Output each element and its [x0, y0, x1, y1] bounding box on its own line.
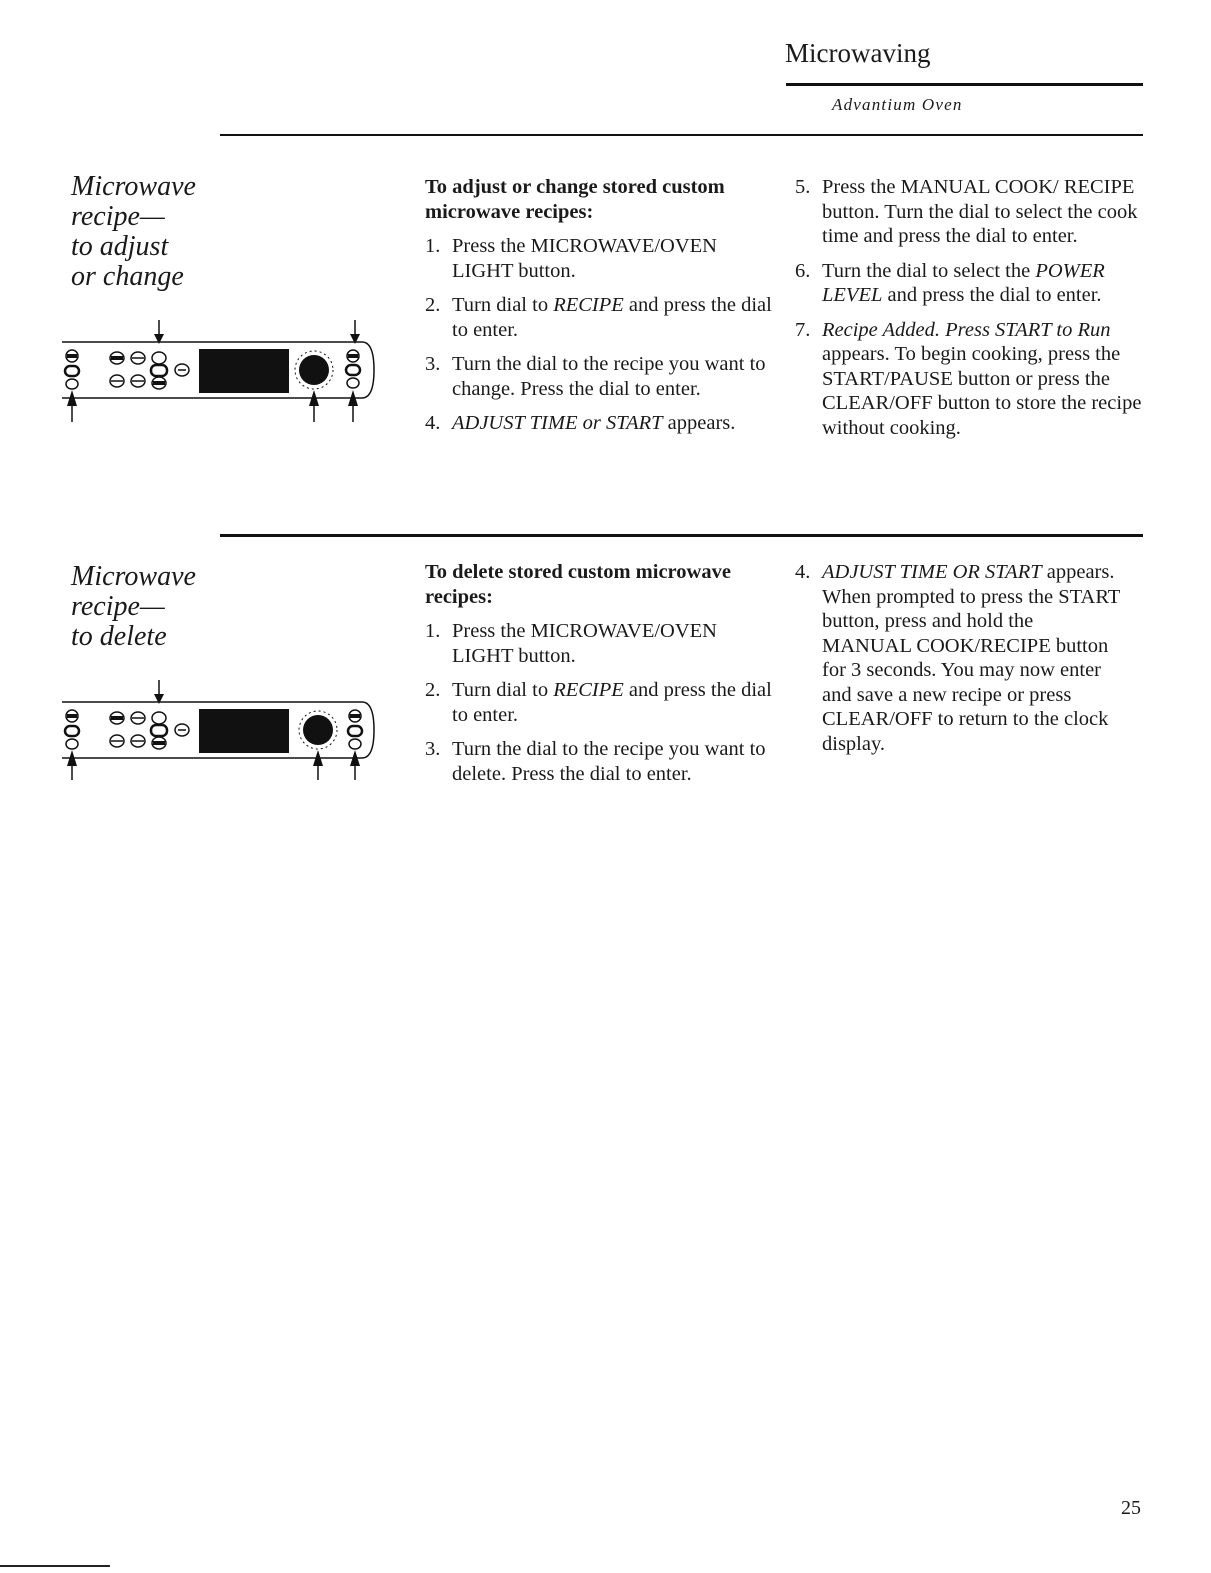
step-text-italic: POWER LEVEL [822, 259, 1105, 306]
section-divider [220, 134, 1143, 136]
step-text: and press the dial to enter. [452, 679, 772, 726]
step-number: 2. [425, 294, 441, 316]
step-text: Turn the dial to the recipe you want to change. Press the dial to enter. [452, 353, 766, 400]
delete-column-right [795, 560, 1125, 766]
instruction-step [425, 411, 775, 436]
side-title-adjust [71, 172, 196, 292]
side-title-line: to adjust [71, 231, 169, 262]
step-text-italic: ADJUST TIME [452, 412, 578, 434]
step-list [425, 234, 775, 436]
step-text: Turn the dial to the recipe you want to delete. Press the dial to enter. [452, 738, 766, 785]
step-list [795, 175, 1145, 440]
scan-edge-rule [0, 1565, 110, 1567]
instruction-step [425, 352, 775, 401]
instruction-step [795, 318, 1145, 441]
side-title-line: Microwave [71, 171, 196, 202]
instruction-step [795, 259, 1145, 308]
instruction-step [425, 678, 775, 727]
step-text-italic: RECIPE [553, 294, 624, 316]
step-number: 1. [425, 620, 441, 642]
step-text: Press the MANUAL COOK/ RECIPE button. Turn the dial to select the cook time and press the dial to enter. [822, 176, 1138, 247]
step-text: Press the MICROWAVE/OVEN LIGHT button. [452, 620, 717, 667]
step-text: Turn dial to [452, 294, 554, 316]
page-number: 25 [1121, 1497, 1141, 1519]
step-text-italic: ADJUST TIME OR START [822, 561, 1042, 583]
step-text: appears. To begin cooking, press the START/PAUSE button or press the CLEAR/OFF button to store the recipe without cooking. [822, 343, 1142, 439]
step-number: 3. [425, 353, 441, 375]
side-title-line: or change [71, 261, 184, 292]
step-text-italic: START [605, 412, 663, 434]
control-panel-illustration [62, 320, 378, 424]
step-list [425, 619, 775, 786]
instruction-step [795, 560, 1125, 756]
instruction-step [795, 175, 1145, 249]
side-title-line: Microwave [71, 561, 196, 592]
step-text: Press the MICROWAVE/OVEN LIGHT button. [452, 235, 717, 282]
instruction-step [425, 619, 775, 668]
step-text: Turn the dial to select the [822, 259, 1036, 282]
side-title-line: to delete [71, 621, 167, 652]
step-number: 3. [425, 738, 441, 760]
step-text-italic: or [577, 412, 606, 434]
side-title-delete [71, 562, 196, 652]
step-number: 5. [795, 176, 811, 198]
step-number: 2. [425, 679, 441, 701]
step-text-italic: RECIPE [553, 679, 624, 701]
step-number: 6. [795, 259, 811, 282]
control-panel-diagram-adjust [62, 320, 378, 400]
adjust-column-left [425, 175, 775, 446]
section-divider [220, 534, 1143, 537]
step-text: appears. [662, 412, 736, 434]
step-text: Turn dial to [452, 679, 554, 701]
step-text: and press the dial to enter. [452, 294, 772, 341]
instruction-step [425, 234, 775, 283]
delete-column-left [425, 560, 775, 796]
header-rule [786, 83, 1143, 86]
step-text: appears. When prompted to press the START button, press and hold the MANUAL COOK/RECIPE button for 3 seconds. You may now enter and save a new recipe or press CLEAR/OFF to return to the clock display. [822, 561, 1120, 755]
step-number: 7. [795, 318, 811, 341]
step-number: 4. [425, 412, 441, 434]
step-list [795, 560, 1125, 756]
step-number: 4. [795, 561, 811, 583]
instruction-step [425, 293, 775, 342]
side-title-line: recipe— [71, 201, 165, 232]
adjust-column-right [795, 175, 1145, 450]
instruction-step [425, 737, 775, 786]
section-heading: To delete stored custom microwave recipes: [425, 561, 731, 608]
control-panel-illustration [62, 680, 378, 784]
page-section-title: Microwaving [785, 38, 931, 68]
control-panel-diagram-delete [62, 680, 378, 760]
product-subtitle: Advantium Oven [832, 95, 963, 114]
section-heading: To adjust or change stored custom microwave recipes: [425, 176, 725, 223]
step-number: 1. [425, 235, 441, 257]
step-text: and press the dial to enter. [882, 284, 1102, 306]
side-title-line: recipe— [71, 591, 165, 622]
step-text-italic: Recipe Added. Press START to Run [822, 318, 1111, 341]
